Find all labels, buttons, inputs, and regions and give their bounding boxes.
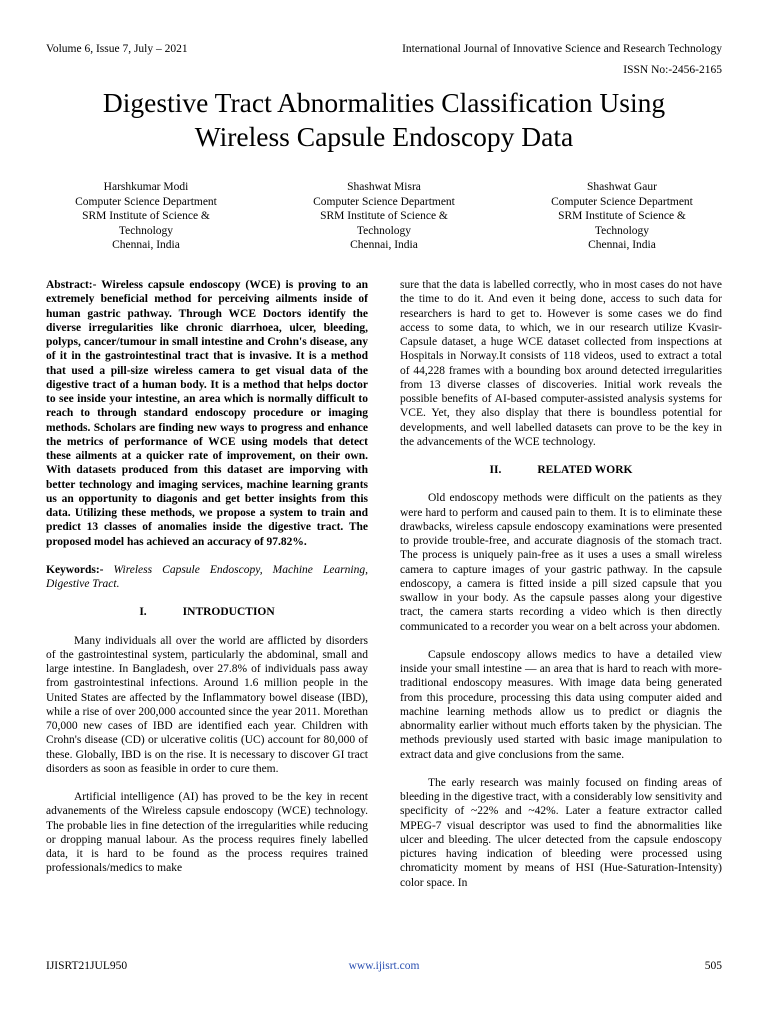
abstract: Abstract:- Wireless capsule endoscopy (WCE) is proving to an extremely beneficial method for perceiving ailments inside of human gastric pathway. Through WCE Doctors identify the diverse irregularities like chronic diarrhoea, ulcer, bleeding, polyps, cancer/tumour in small intestine and Crohn's disease, any of it in the gastrointestinal tract that is invasive. It is a method that used a pill-size wireless camera to get visual data of the digestive tract of a human body. It is a method that helps doctor to see inside your intestine, an area which is normally difficult to reach to through standard endoscopy procedure or imaging methods. Scholars are finding new ways to progress and enhance the metrics of performance of WCE using models that detect these ailments at a quicker rate of improvement, on their own. With datasets produced from this dataset are imporving with better technology and imaging services, machine learning grants us an opportunity to diagonis and get better insights from this data. Utilizing these methods, we propose a system to train and predict 13 classes of anomalies inside the digestive tract. The proposed model has achieved an accuracy of 97.82%.: [46, 279, 368, 548]
section-number: II.: [489, 464, 502, 476]
journal-name-header: International Journal of Innovative Science and Research Technology: [402, 43, 722, 55]
issn-header: ISSN No:-2456-2165: [623, 64, 722, 76]
author-list: [46, 180, 722, 253]
author-name: Shashwat Gaur: [587, 181, 657, 193]
footer-paper-id: IJISRT21JUL950: [46, 960, 128, 972]
author-department: Computer Science Department: [551, 195, 693, 208]
intro-paragraph-continued: sure that the data is labelled correctly, who in most cases do not have the time to do it. And even it being done, access to such data for researchers is hard to get to. However is some cases we do find access to some data, to which, we in our research utilize Kvasir-Capsule dataset, a huge WCE dataset collected from inspections at Hospitals in Norway.It consists of 118 videos, used to extract a total of 44,228 frames with a bounding box around detected irregularities from 13 diverse classes of discoveries. Initial work reveals the possible benefits of AI-based computer-assisted analysis systems for VCE. Yet, they also display that there is boundless potential for developments, and well labelled datasets can prove to be the key in the advancements of the WCE technology.: [400, 279, 722, 448]
section-title: RELATED WORK: [537, 464, 633, 476]
author-name: Shashwat Misra: [347, 181, 421, 193]
author-department: Computer Science Department: [75, 195, 217, 208]
author-city: Chennai, India: [112, 239, 180, 251]
right-column: [400, 278, 722, 890]
related-paragraph-1: Old endoscopy methods were difficult on the patients as they were hard to perform and caused pain to them. It is to eliminate these drawbacks, wireless capsule endoscopy examinations were presented to provide trouble-free, and accurate diagnosis of the stomach tract. The process is uniquely pain-free as it uses a uses a small wireless camera to capture images of your gastric pathway. In the capsule endoscopy, a camera is fitted inside a pill sized capsule that you swallow in your body. As the capsule passes along your digestive tract, the camera starts recording a video which is then directly communicated to a recorder you wear on a belt across your abdomen.: [400, 492, 722, 633]
author-block: [284, 180, 484, 253]
author-name: Harshkumar Modi: [103, 181, 189, 193]
paper-title: [40, 86, 728, 154]
left-column: [46, 278, 368, 876]
author-institute: SRM Institute of Science &: [320, 210, 448, 222]
author-institute: SRM Institute of Science &: [82, 210, 210, 222]
footer-website-link[interactable]: www.ijisrt.com: [348, 960, 420, 972]
author-institute-cont: Technology: [594, 224, 650, 237]
author-city: Chennai, India: [350, 239, 418, 251]
keywords-text: Wireless Capsule Endoscopy, Machine Learning, Digestive Tract.: [46, 563, 368, 590]
author-institute-cont: Technology: [356, 224, 412, 237]
author-block: [46, 180, 246, 253]
intro-paragraph-2: Artificial intelligence (AI) has proved to be the key in recent advanements of the Wireless capsule endoscopy (WCE) technology. The probable lies in fine detection of the irregularities while reducing or dropping manual labour. As the process requires finely labelled data, it is hard to be found as the process requires trained professionals/medics to make: [46, 791, 368, 875]
related-paragraph-2: Capsule endoscopy allows medics to have a detailed view inside your small intestine — an area that is hard to reach with more-traditional endoscopy measures. With image data being generated from this procedure, processing this data using computer aided and machine learning methods allow us to predict or diagnis the abnormality earlier without much efforts taken by the physician. The methods previously used started with basic image manipulation to extract data and give conclusions from the same.: [400, 648, 722, 761]
title-line-2: Wireless Capsule Endoscopy Data: [194, 121, 574, 152]
footer-page-number: 505: [704, 960, 722, 972]
section-number: I.: [139, 606, 147, 619]
keywords: [46, 563, 368, 592]
section-heading-related-work: [400, 463, 722, 477]
intro-paragraph-1: Many individuals all over the world are afflicted by disorders of the gastrointestinal system, particularly the abdominal, small and large intestine. In Bangladesh, over 27.8% of individuals pass away from gastrointestinal infections. Around 1.6 million people in the United States are affected by the Inflammatory bowel disease (IBD), while a rise of over 200,000 accounted since the year 2011. Morethan 70,000 new cases of IBD are identified each year. Children with Crohn's disease (CD) or ulcerative colitis (UC) account for 80,000 of these. Globally, IBD is on the rise. It is necessary to discover GI tract disorders as soon as feasible in order to cure them.: [46, 634, 368, 775]
author-department: Computer Science Department: [313, 195, 455, 208]
keywords-label: Keywords:-: [46, 563, 104, 576]
related-paragraph-3: The early research was mainly focused on finding areas of bleeding in the digestive tract, with a considerably low sensitivity and specificity of ~22% and ~42%. Later a feature extractor called MPEG-7 visual descriptor was used to find the abnormalities like ulcer and bleeding. The ulcer detected from the capsule endoscopy pictures having indication of bleeding were processed using chromaticity moment by means of HSI (Hue-Saturation-Intensity) color space. In: [400, 776, 722, 889]
title-line-1: Digestive Tract Abnormalities Classification Using: [102, 87, 666, 118]
section-heading-introduction: [46, 605, 368, 619]
author-block: [522, 180, 722, 253]
journal-volume-header: Volume 6, Issue 7, July – 2021: [46, 43, 188, 55]
section-title: INTRODUCTION: [182, 606, 275, 619]
author-institute: SRM Institute of Science &: [558, 210, 686, 222]
author-city: Chennai, India: [588, 239, 656, 251]
author-institute-cont: Technology: [118, 224, 174, 237]
